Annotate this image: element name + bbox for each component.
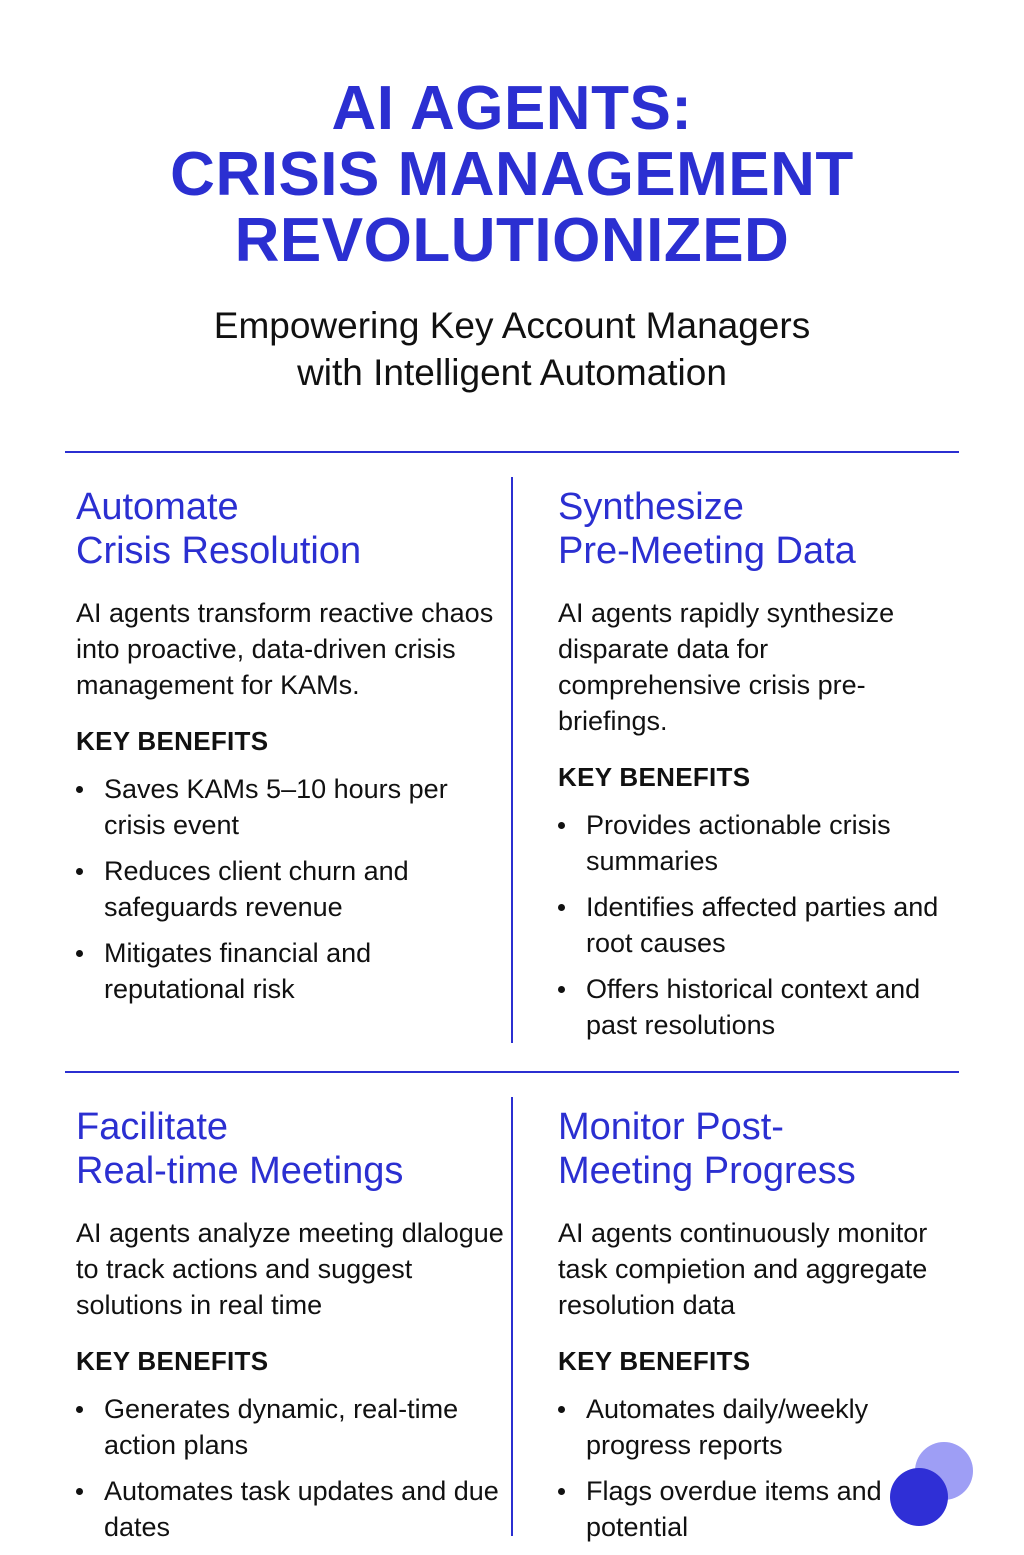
card-title-line-1: Monitor Post- (558, 1106, 784, 1148)
benefits-list (76, 1391, 506, 1545)
page-subtitle (0, 302, 1024, 396)
benefit-item (558, 889, 958, 961)
page-title-line-1: AI AGENTS: (331, 74, 693, 143)
card-title-line-2: Pre-Meeting Data (558, 530, 856, 572)
benefit-text: Reduces client churn and safeguards revenue (104, 856, 409, 922)
benefit-text: Saves KAMs 5–10 hours per crisis event (104, 774, 448, 840)
card-title-line-1: Automate (76, 486, 239, 528)
benefit-item (76, 771, 506, 843)
lower-column-divider (511, 1097, 513, 1536)
card-title-line-2: Crisis Resolution (76, 530, 362, 572)
card-monitor-post-meeting-progress (558, 1105, 938, 1555)
benefits-list (558, 1391, 938, 1545)
card-title (558, 1105, 938, 1193)
bullet-icon (558, 1488, 565, 1495)
overlapping-circles-logo-icon (888, 1440, 978, 1530)
bullet-icon (558, 1406, 565, 1413)
benefit-item (76, 1473, 506, 1545)
benefit-text: Provides actionable crisis summaries (586, 810, 891, 876)
card-title (76, 485, 506, 573)
page-subtitle-line-1: Empowering Key Account Managers (213, 305, 811, 346)
card-synthesize-pre-meeting-data (558, 485, 958, 1053)
benefit-text: Offers historical context and past resolutions (586, 974, 921, 1040)
bullet-icon (558, 986, 565, 993)
bullet-icon (76, 1406, 83, 1413)
benefit-item (76, 1391, 506, 1463)
card-title (76, 1105, 506, 1193)
upper-column-divider (511, 477, 513, 1043)
card-description: AI agents continuously monitor task compietion and aggregate resolution data (558, 1218, 928, 1320)
card-description: AI agents rapidly synthesize disparate data for comprehensive crisis pre-briefings. (558, 598, 895, 736)
bullet-icon (558, 822, 565, 829)
card-title-line-1: Synthesize (558, 486, 744, 528)
benefit-text: Identifies affected parties and root causes (586, 892, 939, 958)
card-automate-crisis-resolution (76, 485, 506, 1017)
benefit-text: Flags overdue items and potential (586, 1476, 882, 1542)
card-description: AI agents transform reactive chaos into proactive, data-driven crisis management for KAMs. (76, 598, 494, 700)
page-title (0, 76, 1024, 274)
key-benefits-heading: KEY BENEFITS (76, 1346, 269, 1376)
benefit-text: Automates task updates and due dates (104, 1476, 499, 1542)
card-title-line-2: Meeting Progress (558, 1150, 856, 1192)
card-facilitate-real-time-meetings (76, 1105, 506, 1555)
page-title-line-2: CRISIS MANAGEMENT (170, 140, 854, 209)
key-benefits-heading: KEY BENEFITS (558, 762, 751, 792)
bullet-icon (76, 1488, 83, 1495)
key-benefits-heading: KEY BENEFITS (76, 726, 269, 756)
page-title-line-3: REVOLUTIONIZED (234, 206, 790, 275)
top-divider (65, 451, 959, 453)
middle-divider (65, 1071, 959, 1073)
benefit-item (558, 1473, 938, 1545)
card-title (558, 485, 958, 573)
bullet-icon (76, 950, 83, 957)
benefit-item (558, 807, 958, 879)
benefit-item (558, 1391, 938, 1463)
benefit-item (558, 971, 958, 1043)
page-subtitle-line-2: with Intelligent Automation (297, 352, 727, 393)
benefits-list (76, 771, 506, 1007)
card-title-line-2: Real-time Meetings (76, 1150, 404, 1192)
bullet-icon (558, 904, 565, 911)
benefit-item (76, 935, 506, 1007)
benefit-text: Automates daily/weekly progress reports (586, 1394, 869, 1460)
benefits-list (558, 807, 958, 1043)
bullet-icon (76, 786, 83, 793)
card-title-line-1: Facilitate (76, 1106, 229, 1148)
benefit-text: Mitigates financial and reputational risk (104, 938, 372, 1004)
bullet-icon (76, 868, 83, 875)
card-description: AI agents analyze meeting dlalogue to track actions and suggest solutions in real time (76, 1218, 504, 1320)
benefit-item (76, 853, 506, 925)
benefit-text: Generates dynamic, real-time action plans (104, 1394, 459, 1460)
key-benefits-heading: KEY BENEFITS (558, 1346, 751, 1376)
